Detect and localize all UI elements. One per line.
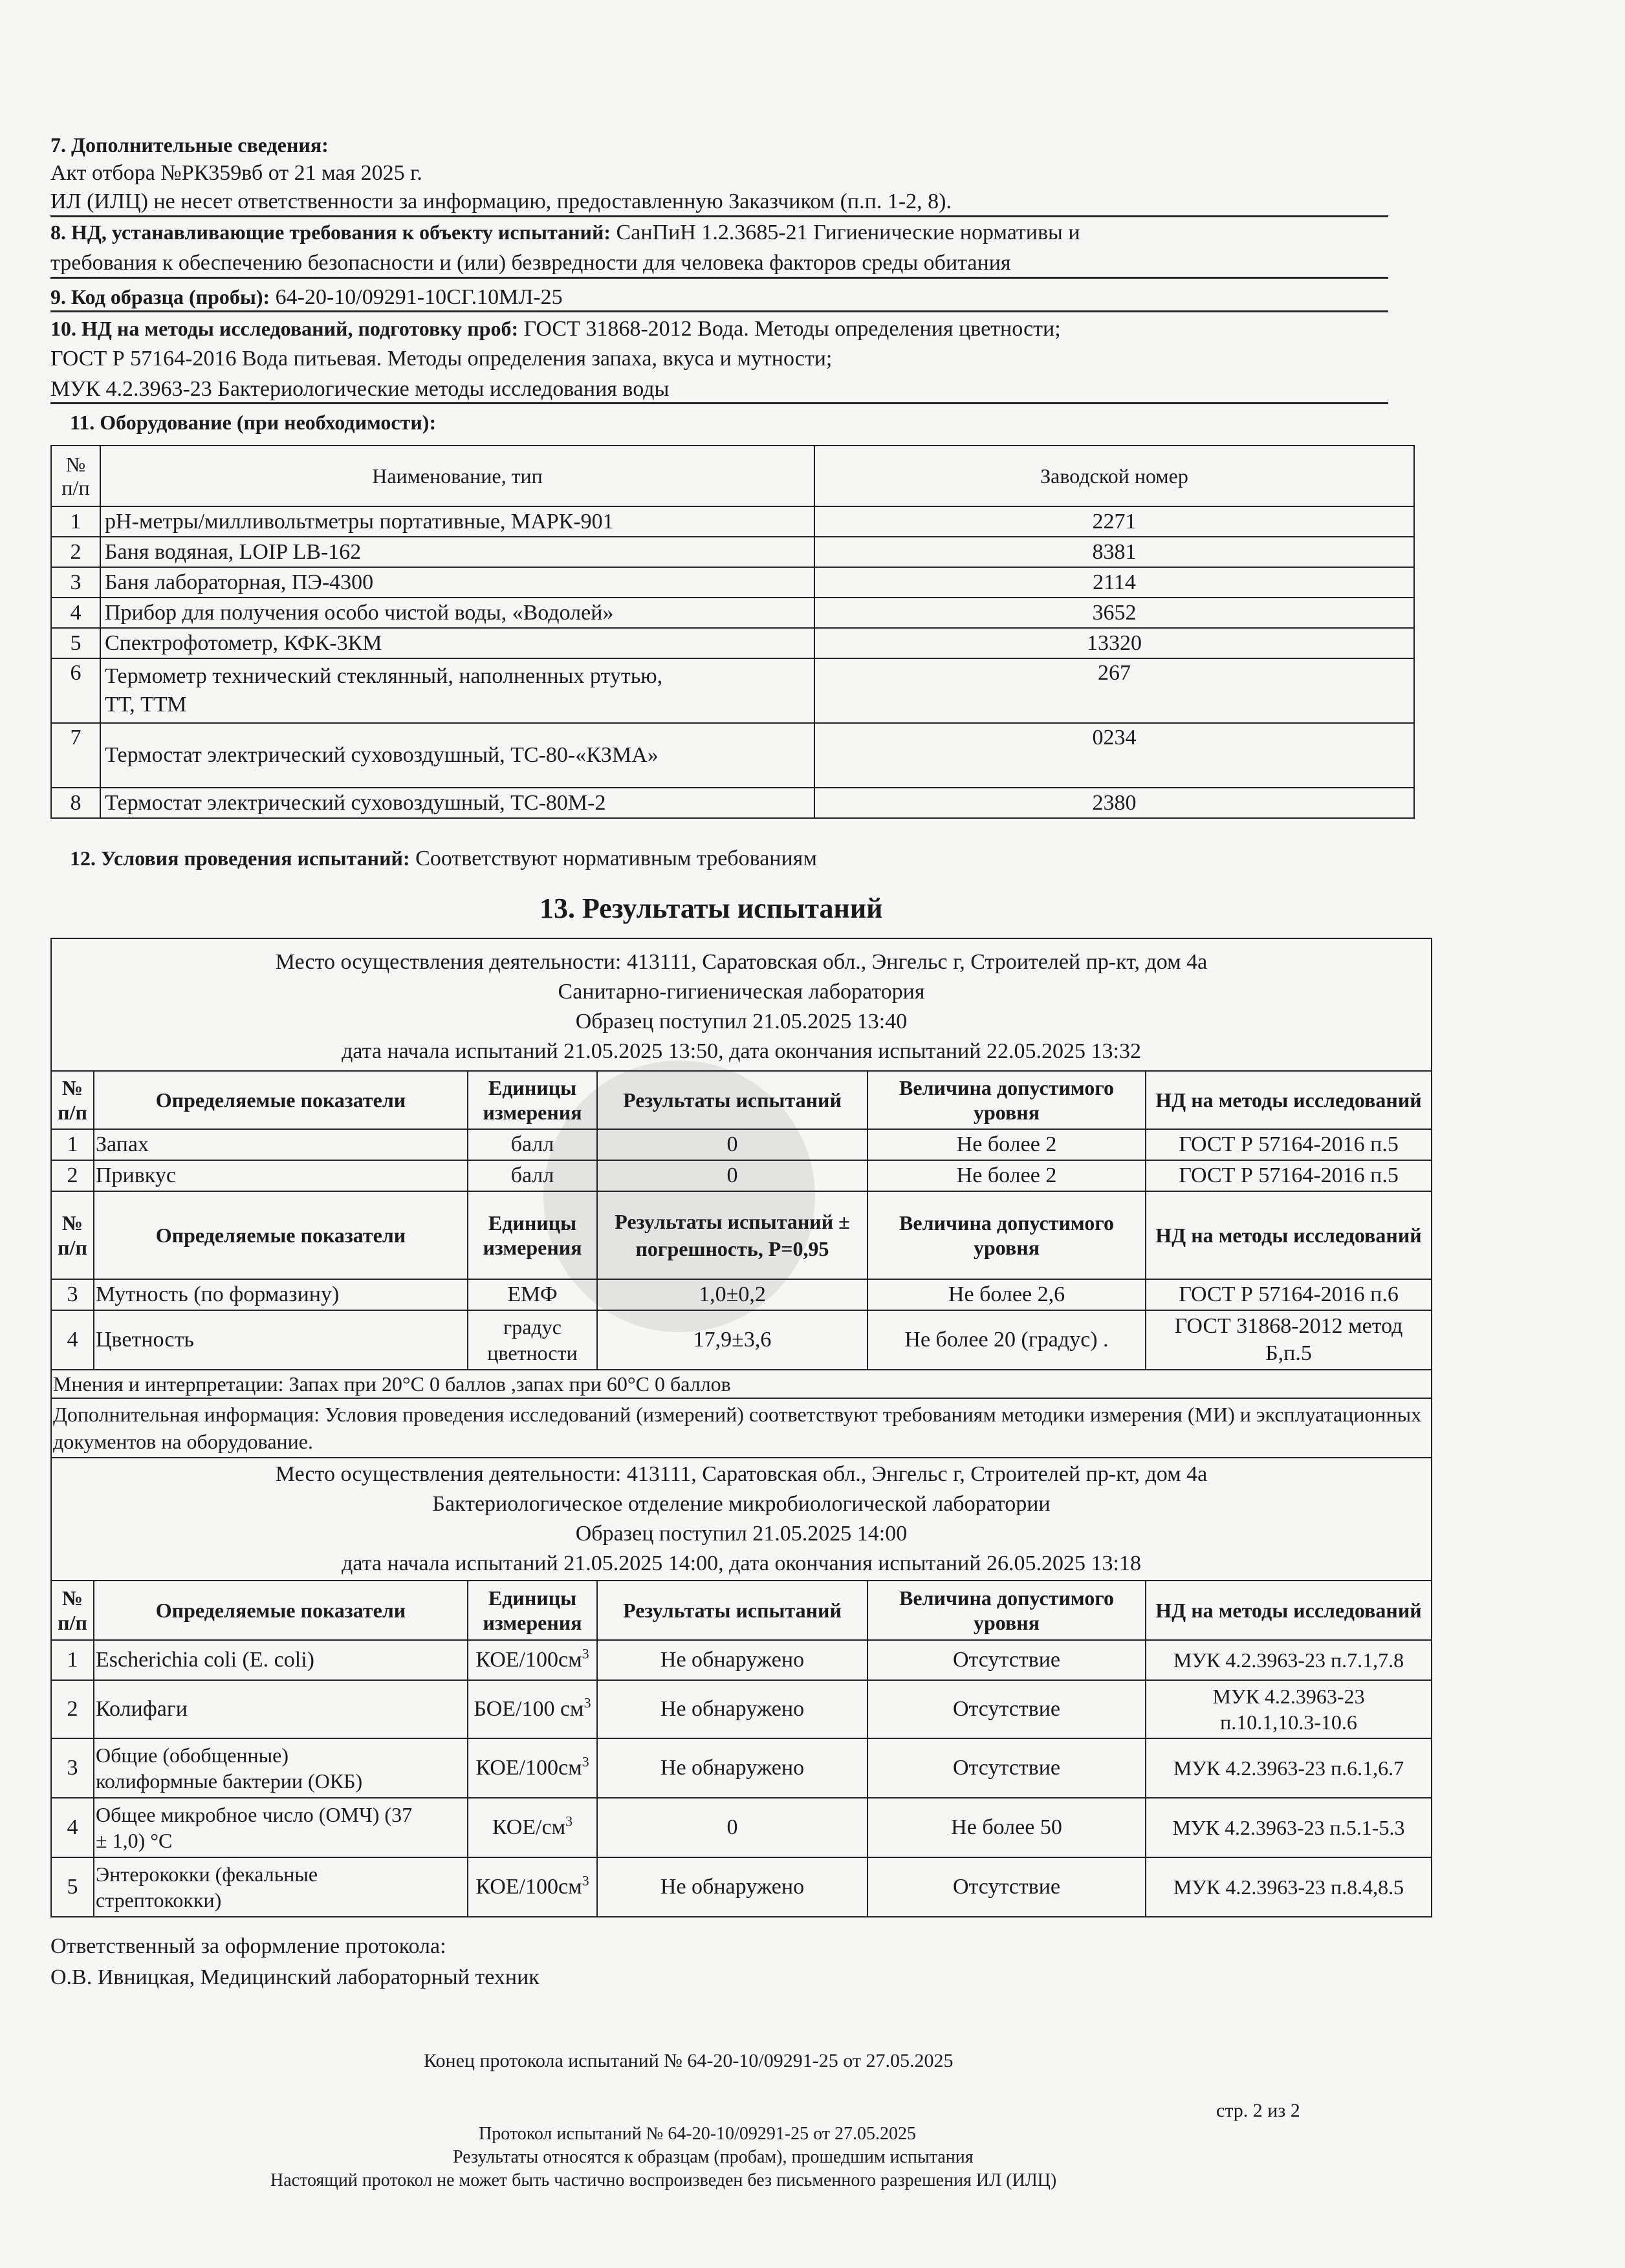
divider	[50, 215, 1388, 217]
block1-info-row	[51, 938, 1432, 1071]
equipment-serial: 267	[814, 658, 1414, 723]
section-8-text1: СанПиН 1.2.3685-21 Гигиенические нормативы и	[611, 221, 1080, 244]
responsible-name: О.В. Ивницкая, Медицинский лабораторный техник	[50, 1965, 540, 1989]
unit-sup: 3	[582, 1753, 589, 1770]
row-num: 3	[51, 1738, 94, 1798]
col-unit: Единицы измерения	[468, 1581, 597, 1640]
col-allowed: Величина допустимого уровня	[867, 1581, 1146, 1640]
equipment-num: 2	[51, 537, 100, 567]
row-result: 0	[597, 1798, 867, 1857]
col-result: Результаты испытаний	[597, 1581, 867, 1640]
results-header-row-2	[51, 1191, 1432, 1279]
opinions-row	[51, 1370, 1432, 1398]
equipment-name: Прибор для получения особо чистой воды, «Водолей»	[100, 598, 814, 628]
table-row	[51, 788, 1414, 818]
equipment-table	[50, 445, 1415, 819]
unit-sup: 3	[582, 1645, 589, 1662]
block1-place: Место осуществления деятельности: 413111, Саратовская обл., Энгельс г, Строителей пр-кт, дом 4а	[275, 949, 1208, 974]
equipment-serial: 2380	[814, 788, 1414, 818]
col-allowed: Величина допустимого уровня	[867, 1071, 1146, 1129]
row-unit: балл	[468, 1129, 597, 1160]
row-method: ГОСТ Р 57164-2016 п.5	[1146, 1160, 1432, 1191]
block1-lab: Санитарно-гигиеническая лаборатория	[558, 979, 925, 1004]
row-method: МУК 4.2.3963-23 п.5.1-5.3	[1146, 1798, 1432, 1857]
equipment-name: Баня лабораторная, ПЭ-4300	[100, 567, 814, 598]
row-method: ГОСТ Р 57164-2016 п.6	[1146, 1279, 1432, 1310]
section-8-heading: 8. НД, устанавливающие требования к объекту испытаний:	[50, 221, 611, 244]
col-num: № п/п	[51, 1071, 94, 1129]
equipment-num: 4	[51, 598, 100, 628]
col-num: № п/п	[51, 1191, 94, 1279]
row-method: МУК 4.2.3963-23 п.8.4,8.5	[1146, 1857, 1432, 1917]
row-result: Не обнаружено	[597, 1738, 867, 1798]
equipment-name: Спектрофотометр, КФК-3КМ	[100, 628, 814, 658]
col-param: Определяемые показатели	[94, 1581, 468, 1640]
row-method: МУК 4.2.3963-23 п.10.1,10.3-10.6	[1146, 1680, 1432, 1738]
equipment-name: Термостат электрический суховоздушный, ТС-80-«КЗМА»	[100, 723, 814, 788]
unit-text: БОЕ/100 см	[474, 1697, 584, 1721]
col-param: Определяемые показатели	[94, 1191, 468, 1279]
row-param: Энтерококки (фекальные стрептококки)	[94, 1857, 468, 1917]
table-row	[51, 1680, 1432, 1738]
unit-sup: 3	[583, 1694, 591, 1711]
equipment-serial: 13320	[814, 628, 1414, 658]
row-param: Запах	[94, 1129, 468, 1160]
equipment-name: Термометр технический стеклянный, наполненных ртутью, ТТ, ТТМ	[100, 658, 814, 723]
row-result: 0	[597, 1129, 867, 1160]
divider	[50, 402, 1388, 404]
row-method: ГОСТ Р 57164-2016 п.5	[1146, 1129, 1432, 1160]
row-result: Не обнаружено	[597, 1857, 867, 1917]
equipment-serial: 2271	[814, 506, 1414, 537]
opinions-text: Мнения и интерпретации: Запах при 20°С 0 баллов ,запах при 60°С 0 баллов	[51, 1370, 1432, 1398]
row-num: 5	[51, 1857, 94, 1917]
equipment-serial: 2114	[814, 567, 1414, 598]
table-row	[51, 1798, 1432, 1857]
row-result: 0	[597, 1160, 867, 1191]
equipment-num: 3	[51, 567, 100, 598]
section-8-text2: требования к обеспечению безопасности и (или) безвредности для человека факторов среды обитания	[50, 251, 1011, 275]
row-unit: ЕМФ	[468, 1279, 597, 1310]
table-row	[51, 1279, 1432, 1310]
footer-line2: Результаты относятся к образцам (пробам), прошедшим испытания	[453, 2147, 974, 2167]
results-table	[50, 938, 1432, 1917]
col-result: Результаты испытаний	[597, 1071, 867, 1129]
table-row	[51, 506, 1414, 537]
equipment-name: Баня водяная, LOIP LB-162	[100, 537, 814, 567]
row-unit	[468, 1680, 597, 1738]
block2-dates: дата начала испытаний 21.05.2025 14:00, дата окончания испытаний 26.05.2025 13:18	[342, 1551, 1141, 1575]
row-param: Общее микробное число (ОМЧ) (37 ± 1,0) °С	[94, 1798, 468, 1857]
unit-sup: 3	[582, 1872, 589, 1889]
table-row	[51, 1310, 1432, 1370]
unit-sup: 3	[565, 1813, 573, 1830]
row-param: Escherichia coli (E. coli)	[94, 1640, 468, 1680]
section-9-heading: 9. Код образца (пробы):	[50, 285, 270, 308]
divider	[50, 277, 1388, 279]
table-row	[51, 658, 1414, 723]
section-10-line1	[50, 315, 1061, 343]
row-num: 4	[51, 1310, 94, 1370]
row-result: Не обнаружено	[597, 1680, 867, 1738]
results-header-row-3	[51, 1581, 1432, 1640]
additional-row	[51, 1398, 1432, 1458]
row-unit	[468, 1798, 597, 1857]
col-result: Результаты испытаний ± погрешность, P=0,95	[597, 1191, 867, 1279]
equipment-col-num: № п/п	[51, 446, 100, 506]
additional-text: Дополнительная информация: Условия проведения исследований (измерений) соответствуют требованиям методики измерения (МИ) и эксплуатационных документов на оборудование.	[51, 1398, 1432, 1458]
row-allowed: Отсутствие	[867, 1738, 1146, 1798]
table-row	[51, 537, 1414, 567]
col-method: НД на методы исследований	[1146, 1581, 1432, 1640]
block2-received: Образец поступил 21.05.2025 14:00	[575, 1522, 908, 1546]
row-allowed: Не более 2,6	[867, 1279, 1146, 1310]
row-allowed: Отсутствие	[867, 1857, 1146, 1917]
results-title: 13. Результаты испытаний	[540, 892, 883, 924]
divider	[50, 310, 1388, 312]
equipment-serial: 3652	[814, 598, 1414, 628]
row-allowed: Не более 50	[867, 1798, 1146, 1857]
equipment-num: 7	[51, 723, 100, 788]
equipment-serial: 8381	[814, 537, 1414, 567]
table-row	[51, 1857, 1432, 1917]
row-unit	[468, 1857, 597, 1917]
page-number: стр. 2 из 2	[1216, 2100, 1300, 2121]
block2-place: Место осуществления деятельности: 413111, Саратовская обл., Энгельс г, Строителей пр-кт, дом 4а	[275, 1462, 1208, 1486]
row-param: Цветность	[94, 1310, 468, 1370]
unit-text: КОЕ/100см	[475, 1875, 582, 1899]
equipment-num: 8	[51, 788, 100, 818]
col-num: № п/п	[51, 1581, 94, 1640]
row-unit: градус цветности	[468, 1310, 597, 1370]
row-num: 1	[51, 1129, 94, 1160]
row-allowed: Не более 20 (градус) .	[867, 1310, 1146, 1370]
table-row	[51, 723, 1414, 788]
equipment-serial: 0234	[814, 723, 1414, 788]
row-allowed: Отсутствие	[867, 1640, 1146, 1680]
section-10-text3: МУК 4.2.3963-23 Бактериологические методы исследования воды	[50, 377, 670, 401]
row-param: Общие (обобщенные) колиформные бактерии (ОКБ)	[94, 1738, 468, 1798]
row-num: 2	[51, 1680, 94, 1738]
unit-text: КОЕ/100см	[475, 1756, 582, 1780]
results-header-row	[51, 1071, 1432, 1129]
equipment-num: 6	[51, 658, 100, 723]
section-9-text: 64-20-10/09291-10СГ.10МЛ-25	[270, 285, 563, 309]
row-allowed: Не более 2	[867, 1160, 1146, 1191]
col-method: НД на методы исследований	[1146, 1191, 1432, 1279]
section-7-line2: ИЛ (ИЛЦ) не несет ответственности за информацию, предоставленную Заказчиком (п.п. 1-2, 8).	[50, 189, 952, 213]
equipment-name: Термостат электрический суховоздушный, ТС-80М-2	[100, 788, 814, 818]
row-result: 17,9±3,6	[597, 1310, 867, 1370]
row-num: 4	[51, 1798, 94, 1857]
equipment-num: 5	[51, 628, 100, 658]
table-row	[51, 1160, 1432, 1191]
section-12-line	[70, 845, 817, 873]
block1-dates: дата начала испытаний 21.05.2025 13:50, дата окончания испытаний 22.05.2025 13:32	[342, 1039, 1141, 1063]
equipment-name: pH-метры/милливольтметры портативные, МАРК-901	[100, 506, 814, 537]
col-unit: Единицы измерения	[468, 1191, 597, 1279]
row-unit: балл	[468, 1160, 597, 1191]
table-row	[51, 598, 1414, 628]
section-10-text2: ГОСТ Р 57164-2016 Вода питьевая. Методы определения запаха, вкуса и мутности;	[50, 347, 833, 371]
row-param: Мутность (по формазину)	[94, 1279, 468, 1310]
responsible-label: Ответственный за оформление протокола:	[50, 1934, 446, 1958]
section-10-text1: ГОСТ 31868-2012 Вода. Методы определения цветности;	[518, 317, 1061, 341]
section-10-heading: 10. НД на методы исследований, подготовку проб:	[50, 317, 519, 340]
section-12-heading: 12. Условия проведения испытаний:	[70, 847, 410, 870]
equipment-col-name: Наименование, тип	[100, 446, 814, 506]
row-method: ГОСТ 31868-2012 метод Б,п.5	[1146, 1310, 1432, 1370]
block1-received: Образец поступил 21.05.2025 13:40	[575, 1009, 908, 1033]
end-of-protocol: Конец протокола испытаний № 64-20-10/09291-25 от 27.05.2025	[424, 2050, 954, 2071]
section-7-heading: 7. Дополнительные сведения:	[50, 133, 329, 157]
section-7-line1: Акт отбора №РК359вб от 21 мая 2025 г.	[50, 161, 422, 185]
unit-text: КОЕ/100см	[475, 1648, 582, 1672]
table-row	[51, 1129, 1432, 1160]
row-method: МУК 4.2.3963-23 п.7.1,7.8	[1146, 1640, 1432, 1680]
equipment-header-row	[51, 446, 1414, 506]
row-unit	[468, 1640, 597, 1680]
section-11-heading: 11. Оборудование (при необходимости):	[70, 411, 437, 434]
row-method: МУК 4.2.3963-23 п.6.1,6.7	[1146, 1738, 1432, 1798]
block1-info	[51, 938, 1432, 1071]
row-num: 1	[51, 1640, 94, 1680]
row-param: Привкус	[94, 1160, 468, 1191]
col-method: НД на методы исследований	[1146, 1071, 1432, 1129]
row-allowed: Отсутствие	[867, 1680, 1146, 1738]
section-9-line	[50, 283, 563, 312]
row-num: 3	[51, 1279, 94, 1310]
table-row	[51, 1738, 1432, 1798]
equipment-col-serial: Заводской номер	[814, 446, 1414, 506]
col-unit: Единицы измерения	[468, 1071, 597, 1129]
col-param: Определяемые показатели	[94, 1071, 468, 1129]
section-8-line1	[50, 219, 1080, 247]
table-row	[51, 567, 1414, 598]
block2-info	[51, 1458, 1432, 1581]
unit-text: КОЕ/см	[492, 1815, 566, 1839]
section-12-text: Соответствуют нормативным требованиям	[409, 847, 817, 870]
row-result: Не обнаружено	[597, 1640, 867, 1680]
row-unit	[468, 1738, 597, 1798]
col-allowed: Величина допустимого уровня	[867, 1191, 1146, 1279]
row-num: 2	[51, 1160, 94, 1191]
footer-line3: Настоящий протокол не может быть частично воспроизведен без письменного разрешения ИЛ (ИЛЦ)	[270, 2170, 1057, 2190]
footer-line1: Протокол испытаний № 64-20-10/09291-25 от 27.05.2025	[479, 2124, 917, 2144]
equipment-num: 1	[51, 506, 100, 537]
row-param: Колифаги	[94, 1680, 468, 1738]
block2-info-row	[51, 1458, 1432, 1581]
row-allowed: Не более 2	[867, 1129, 1146, 1160]
table-row	[51, 628, 1414, 658]
block2-lab: Бактериологическое отделение микробиологической лаборатории	[432, 1492, 1051, 1516]
row-result: 1,0±0,2	[597, 1279, 867, 1310]
table-row	[51, 1640, 1432, 1680]
